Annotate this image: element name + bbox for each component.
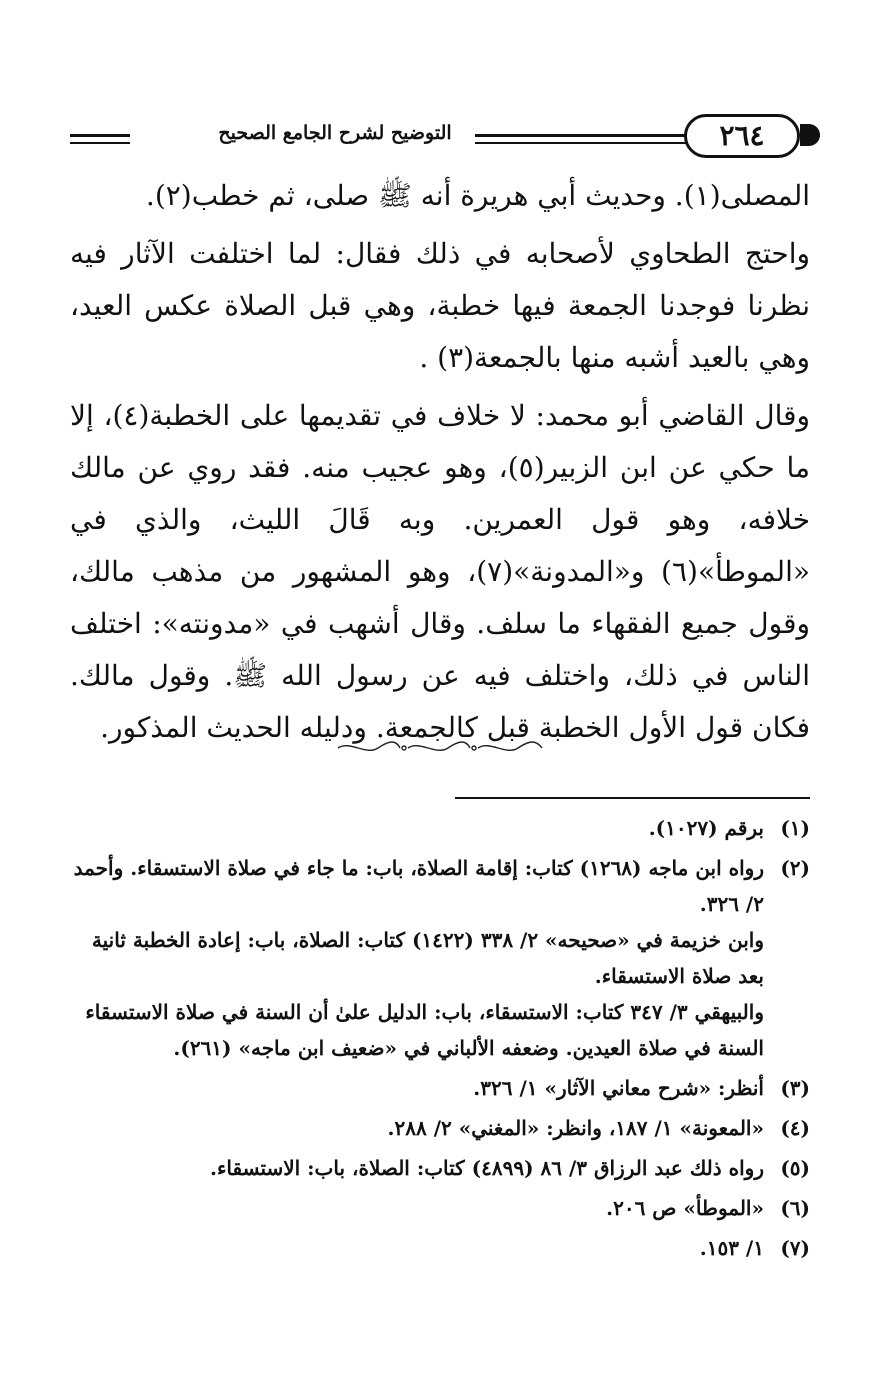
footnote-text: والبيهقي ٣/ ٣٤٧ كتاب: الاستسقاء، باب: الدليل علىٰ أن السنة في صلاة الاستسقاء السنة في صلاة العيدين. وضعفه الألباني في «ضعيف ابن ماجه» (٢٦١). [85, 1000, 764, 1060]
footnote-text: رواه ابن ماجه (١٢٦٨) كتاب: إقامة الصلاة، باب: ما جاء في صلاة الاستسقاء. وأحمد ٢/ ٣٢٦. [73, 856, 764, 916]
footnote-number: (١) [780, 816, 810, 840]
footnote-number: (٣) [780, 1076, 810, 1100]
footnote-number: (٦) [780, 1196, 810, 1220]
footnote-text: وابن خزيمة في «صحيحه» ٢/ ٣٣٨ (١٤٢٢) كتاب: الصلاة، باب: إعادة الخطبة ثانية بعد صلاة الاستسقاء. [91, 928, 764, 988]
running-title: التوضيح لشرح الجامع الصحيح [195, 122, 475, 144]
footnote-separator [455, 797, 810, 799]
footnote-text: ١/ ١٥٣. [699, 1236, 764, 1260]
paragraph: واحتج الطحاوي لأصحابه في ذلك فقال: لما اختلفت الآثار فيه نظرنا فوجدنا الجمعة فيها خطبة، وهي قبل الصلاة عكس العيد، وهي بالعيد أشبه منها بالجمعة(٣) . [70, 237, 810, 374]
footnote [70, 1070, 810, 1106]
footnote-text: «المعونة» ١/ ١٨٧، وانظر: «المغني» ٢/ ٢٨٨. [387, 1116, 764, 1140]
footnote-text: «الموطأ» ص ٢٠٦. [606, 1196, 764, 1220]
footnote [70, 1190, 810, 1226]
page-number: ٢٦٤ [684, 114, 800, 158]
footnote-number: (٥) [780, 1156, 810, 1180]
footnotes [70, 810, 810, 1270]
footnote-text: برقم (١٠٢٧). [648, 816, 764, 840]
footnote [70, 1150, 810, 1186]
section-divider-ornament [330, 740, 550, 760]
footnote-number: (٢) [780, 856, 810, 880]
footnote [70, 810, 810, 846]
footnote-text: رواه ذلك عبد الرزاق ٣/ ٨٦ (٤٨٩٩) كتاب: الصلاة، باب: الاستسقاء. [210, 1156, 764, 1180]
page-number-ornament [800, 124, 820, 146]
footnote-text: أنظر: «شرح معاني الآثار» ١/ ٣٢٦. [473, 1076, 764, 1100]
footnote-number: (٤) [780, 1116, 810, 1140]
footnote [70, 1230, 810, 1266]
main-text [70, 170, 810, 760]
footnote [70, 1110, 810, 1146]
page-header [70, 112, 810, 164]
paragraph: المصلى(١). وحديث أبي هريرة أنه ﷺ صلى، ثم خطب(٢). [145, 179, 810, 212]
footnote [70, 850, 810, 1066]
divider-flourish-icon [330, 740, 550, 756]
paragraph: وقال القاضي أبو محمد: لا خلاف في تقديمها على الخطبة(٤)، إلا ما حكي عن ابن الزبير(٥)، وهو عجيب منه. فقد روي عن مالك خلافه، وهو قول العمرين. وبه قَالَ الليث، والذي في «الموطأ»(٦) و«المدونة»(٧)، وهو المشهور من مذهب مالك، وقول جميع الفقهاء ما سلف. وقال أشهب في «مدونته»: اختلف الناس في ذلك، واختلف فيه عن رسول الله ﷺ. وقول مالك. فكان قول الأول الخطبة قبل كالجمعة. ودليله الحديث المذكور. [70, 399, 811, 744]
header-rule-left-top [70, 134, 130, 137]
header-rule-left-bottom [70, 142, 130, 144]
footnote-number: (٧) [780, 1236, 810, 1260]
